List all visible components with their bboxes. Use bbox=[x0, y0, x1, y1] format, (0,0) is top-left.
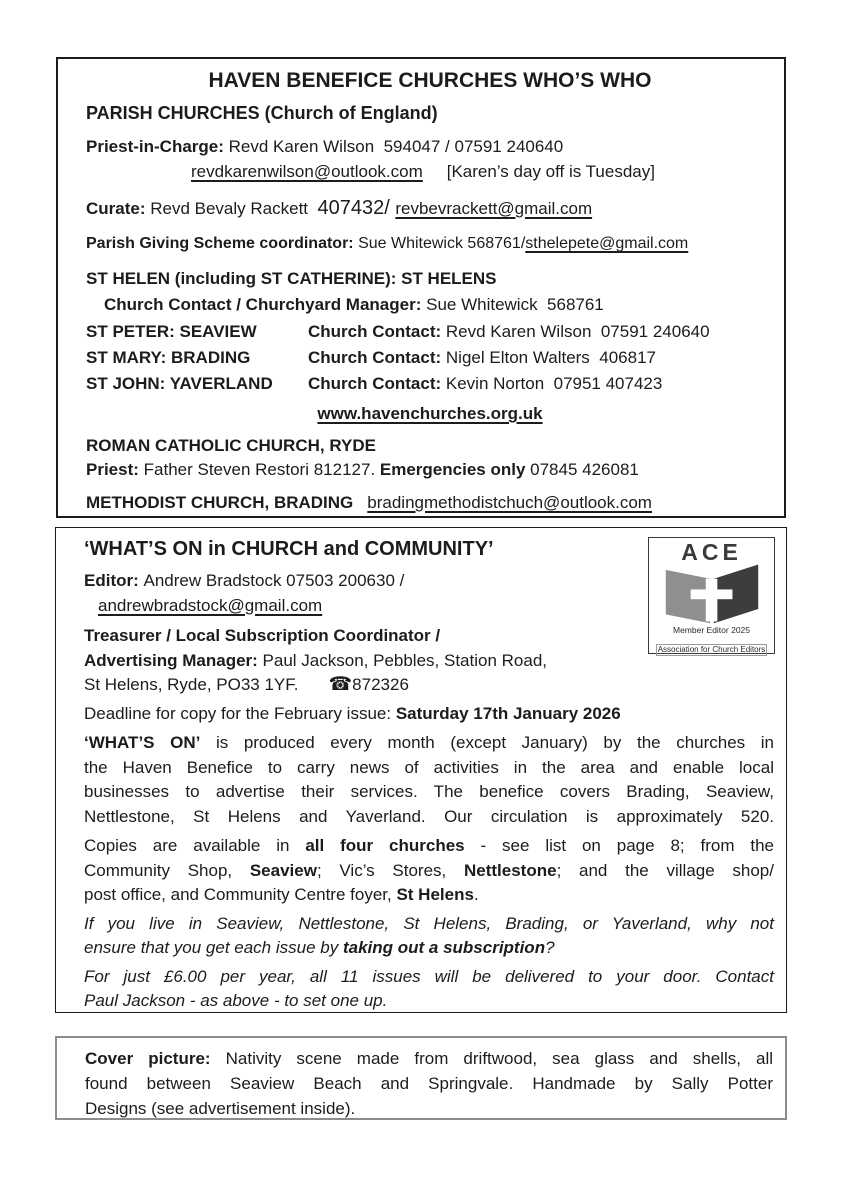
text-segment: 407432/ bbox=[317, 197, 396, 219]
text-segment: Copies are available in bbox=[84, 836, 306, 855]
text-segment: Treasurer / Local Subscription Coordinator / bbox=[84, 626, 441, 645]
text-segment: Sue Whitewick 568761 bbox=[426, 295, 604, 314]
st-john-row bbox=[86, 371, 774, 397]
text-segment: . bbox=[473, 885, 479, 904]
about-paragraph-line bbox=[84, 731, 774, 756]
text-segment: St Helens bbox=[396, 885, 474, 904]
rc-priest-line bbox=[86, 458, 774, 481]
text-segment: ROMAN CATHOLIC CHURCH, RYDE bbox=[86, 436, 376, 455]
text-segment: Church Contact: bbox=[308, 374, 446, 393]
priest-email-link: revdkarenwilson@outlook.com bbox=[191, 162, 423, 181]
text-segment: Saturday 17th January 2026 bbox=[395, 703, 621, 723]
text-segment: Nettlestone bbox=[464, 860, 557, 880]
open-book-cross-icon bbox=[658, 561, 766, 625]
text-segment: Emergencies only bbox=[379, 460, 531, 479]
parish-giving-line bbox=[86, 232, 774, 256]
text-segment: ; and the village shop/ bbox=[556, 860, 774, 880]
st-mary-row bbox=[86, 345, 774, 371]
church-name bbox=[86, 371, 308, 397]
text-segment: Priest: bbox=[86, 460, 144, 479]
text-segment: is produced every month (except January) by the churches in bbox=[200, 733, 775, 752]
text-segment: Kevin Norton 07951 407423 bbox=[445, 374, 663, 393]
text-segment: [Karen’s day off is Tuesday] bbox=[446, 162, 655, 181]
text-segment: found between Seaview Beach and Springvale. Handmade by Sally Potter bbox=[85, 1074, 773, 1093]
st-peter-row bbox=[86, 319, 774, 345]
text-segment: the Haven Benefice to carry news of activities in the area and enable local bbox=[84, 757, 774, 777]
church-name bbox=[86, 319, 308, 345]
price-paragraph-line bbox=[84, 965, 774, 990]
text-segment: PARISH CHURCHES (Church of England) bbox=[86, 103, 438, 123]
price-paragraph-line bbox=[84, 989, 774, 1013]
text-segment: Editor: bbox=[84, 571, 144, 590]
ace-logo bbox=[648, 537, 775, 654]
curate-line bbox=[86, 195, 774, 222]
text-segment: ST PETER: SEAVIEW bbox=[86, 322, 257, 341]
text-segment: Revd Karen Wilson 594047 / 07591 240640 bbox=[228, 137, 564, 156]
about-paragraph-line bbox=[84, 780, 774, 805]
cover-picture-line bbox=[85, 1096, 773, 1120]
text-segment: Deadline for copy for the February issue: bbox=[84, 703, 396, 723]
text-segment: post office, and Community Centre foyer, bbox=[84, 885, 397, 904]
text-segment: Andrew Bradstock 07503 200630 / bbox=[143, 571, 405, 590]
st-helen-heading bbox=[86, 267, 774, 291]
text-segment: ST JOHN: YAVERLAND bbox=[86, 374, 273, 393]
text-segment: Parish Giving Scheme coordinator: bbox=[86, 235, 359, 252]
priest-in-charge-line bbox=[86, 135, 774, 159]
text-segment: Curate: bbox=[86, 199, 151, 218]
text-segment: all four churches bbox=[305, 836, 465, 855]
subscription-paragraph-line bbox=[84, 936, 774, 961]
text-segment: 872326 bbox=[352, 675, 409, 694]
ace-acronym: ACE bbox=[681, 539, 742, 565]
text-segment: Church Contact: bbox=[308, 348, 446, 367]
text-segment: METHODIST CHURCH, BRADING bbox=[86, 493, 354, 512]
cover-picture-panel bbox=[55, 1036, 787, 1120]
text-segment: ‘WHAT’S ON in CHURCH and COMMUNITY’ bbox=[84, 538, 494, 560]
spacer bbox=[299, 689, 329, 690]
text-segment: businesses to advertise their services. The benefice covers Brading, Seaview, bbox=[84, 782, 774, 801]
text-segment: ensure that you get each issue by bbox=[84, 938, 343, 957]
curate-email-link: revbevrackett@gmail.com bbox=[395, 199, 593, 218]
ace-member-line: Member Editor 2025 bbox=[672, 625, 750, 635]
parish-churches-heading bbox=[86, 101, 774, 125]
whos-who-panel bbox=[56, 57, 786, 518]
church-contact bbox=[308, 322, 710, 341]
address-line bbox=[84, 673, 774, 698]
text-segment: 07845 426081 bbox=[530, 460, 639, 479]
cover-picture-line bbox=[85, 1046, 773, 1071]
spacer bbox=[353, 507, 367, 508]
text-segment: ? bbox=[545, 938, 555, 957]
text-segment: Sue Whitewick 568761/ bbox=[358, 235, 526, 252]
text-segment: Nativity scene made from driftwood, sea glass and shells, all bbox=[225, 1049, 773, 1068]
copies-paragraph-line bbox=[84, 883, 774, 908]
editor-email-link: andrewbradstock@gmail.com bbox=[98, 595, 323, 615]
church-contact bbox=[308, 348, 656, 367]
text-segment: Church Contact: bbox=[308, 322, 446, 341]
methodist-line bbox=[86, 491, 774, 515]
text-segment: If you live in Seaview, Nettlestone, St Helens, Brading, or Yaverland, why not bbox=[84, 913, 774, 933]
text-segment: Nigel Elton Walters 406817 bbox=[445, 348, 656, 367]
church-name bbox=[86, 345, 308, 371]
text-segment: Seaview bbox=[249, 860, 317, 880]
text-segment: St Helens, Ryde, PO33 1YF. bbox=[84, 675, 299, 694]
whos-who-content bbox=[86, 67, 774, 515]
text-segment: HAVEN BENEFICE CHURCHES WHO’S WHO bbox=[208, 69, 652, 92]
about-paragraph-line bbox=[84, 805, 774, 830]
st-helen-contact-line bbox=[86, 293, 774, 317]
about-paragraph-line bbox=[84, 756, 774, 781]
telephone-icon: ☎ bbox=[328, 674, 353, 695]
church-contact bbox=[308, 374, 662, 393]
text-segment: Paul Jackson - as above - to set one up. bbox=[84, 991, 388, 1010]
text-segment: Designs (see advertisement inside). bbox=[85, 1099, 356, 1118]
text-segment: Advertising Manager: bbox=[84, 650, 263, 670]
text-segment: For just £6.00 per year, all 11 issues will be delivered to your door. Contact bbox=[84, 966, 774, 986]
text-segment: ‘WHAT’S ON’ bbox=[84, 733, 201, 752]
whats-on-panel bbox=[55, 527, 787, 1013]
text-segment: ST MARY: BRADING bbox=[86, 348, 251, 367]
roman-catholic-heading bbox=[86, 434, 774, 457]
cover-picture-content bbox=[85, 1046, 773, 1120]
text-segment: Father Steven Restori 812127. bbox=[143, 460, 380, 479]
text-segment: Nettlestone, St Helens and Yaverland. Our circulation is approximately 520. bbox=[84, 806, 774, 826]
text-segment: ; Vic’s Stores, bbox=[316, 860, 464, 880]
methodist-email-link: bradingmethodistchuch@outlook.com bbox=[367, 493, 652, 512]
text-segment: Revd Karen Wilson 07591 240640 bbox=[445, 322, 710, 341]
website-line bbox=[86, 402, 774, 426]
deadline-line bbox=[84, 702, 774, 727]
website-link: www.havenchurches.org.uk bbox=[317, 404, 543, 423]
spacer bbox=[423, 176, 447, 177]
text-segment: taking out a subscription bbox=[342, 938, 546, 957]
text-segment: Cover picture: bbox=[85, 1049, 226, 1068]
cover-picture-line bbox=[85, 1071, 773, 1096]
copies-paragraph-line bbox=[84, 859, 774, 884]
text-segment: - see list on page 8; from the bbox=[464, 836, 775, 855]
giving-email-link: sthelepete@gmail.com bbox=[525, 235, 689, 252]
text-segment: Church Contact / Churchyard Manager: bbox=[104, 295, 427, 314]
text-segment: Community Shop, bbox=[84, 860, 250, 880]
subscription-paragraph-line bbox=[84, 912, 774, 937]
priest-email-line bbox=[86, 160, 774, 184]
text-segment: ST HELEN (including ST CATHERINE): ST HELENS bbox=[86, 269, 497, 288]
text-segment: Revd Bevaly Rackett bbox=[150, 199, 318, 218]
text-segment: Paul Jackson, Pebbles, Station Road, bbox=[262, 650, 547, 670]
text-segment: Priest-in-Charge: bbox=[86, 137, 229, 156]
whos-who-title bbox=[86, 67, 774, 94]
ace-association-line: Association for Church Editors bbox=[657, 645, 766, 654]
copies-paragraph-line bbox=[84, 834, 774, 859]
